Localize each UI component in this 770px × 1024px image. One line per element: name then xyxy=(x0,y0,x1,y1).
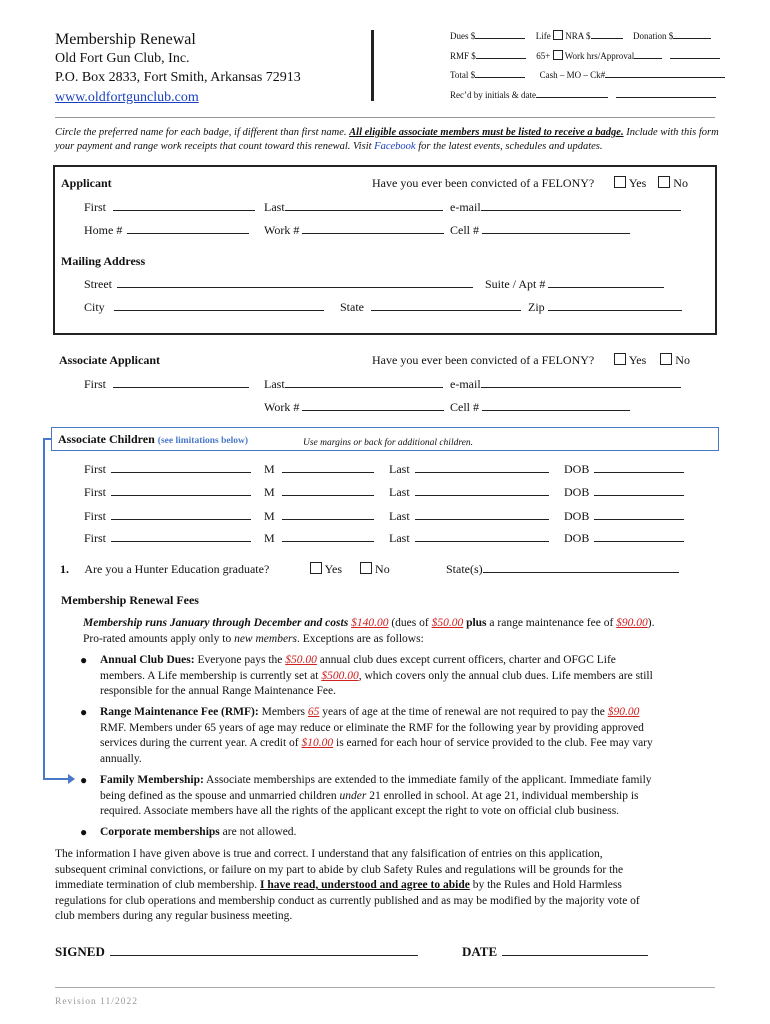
hunter-no-label: No xyxy=(375,562,390,576)
associate-last-field[interactable] xyxy=(285,386,443,388)
applicant-last-label: Last xyxy=(264,200,285,214)
street-field[interactable] xyxy=(117,286,473,288)
city-label: City xyxy=(84,300,105,314)
header-divider xyxy=(371,30,374,101)
associate-email-label: e-mail xyxy=(450,377,481,391)
associate-felony-no-checkbox[interactable] xyxy=(660,353,672,365)
applicant-email-field[interactable] xyxy=(481,209,681,211)
applicant-home-label: Home # xyxy=(84,223,123,237)
facebook-link[interactable]: Facebook xyxy=(374,141,416,152)
child-dob-label: DOB xyxy=(564,485,590,499)
street-label: Street xyxy=(84,277,112,291)
state-label: State xyxy=(340,300,364,314)
hunter-question: Are you a Hunter Education graduate? xyxy=(84,562,270,576)
fees-heading: Membership Renewal Fees xyxy=(61,593,199,607)
suite-label: Suite / Apt # xyxy=(485,277,546,291)
hunter-state-label: State(s) xyxy=(446,562,483,576)
associate-last-label: Last xyxy=(264,377,285,391)
intro-text: Circle the preferred name for each badge, if different than first name. All eligible associate members must be listed to receive a badge. Include with this form your payment and range work receipts that count toward this renewal. Visit Facebook for the latest events, schedules and updates. xyxy=(55,127,719,152)
dues-amount: $50.00 xyxy=(431,617,464,629)
associate-felony-no-label: No xyxy=(675,353,690,367)
hunter-yes-checkbox[interactable] xyxy=(310,562,322,574)
child-m-label: M xyxy=(264,485,275,499)
child-dob-field[interactable] xyxy=(594,540,684,542)
office-cash-label: Cash – MO – Ck# xyxy=(539,70,606,80)
suite-field[interactable] xyxy=(548,286,664,288)
date-label: DATE xyxy=(462,944,498,959)
connector-line xyxy=(43,778,69,780)
hunter-yes-label: Yes xyxy=(324,562,343,576)
children-margin-note: Use margins or back for additional children. xyxy=(303,438,474,448)
child-m-label: M xyxy=(264,509,275,523)
associate-felony-question: Have you ever been convicted of a FELONY? xyxy=(372,353,595,367)
applicant-home-field[interactable] xyxy=(127,232,249,234)
associate-email-field[interactable] xyxy=(481,386,681,388)
associate-work-label: Work # xyxy=(264,400,300,414)
child-last-label: Last xyxy=(389,485,410,499)
child-dob-label: DOB xyxy=(564,509,590,523)
office-life-label: Life xyxy=(535,31,551,41)
child-last-label: Last xyxy=(389,462,410,476)
office-nra-label: NRA $ xyxy=(565,31,591,41)
signed-label: SIGNED xyxy=(55,944,105,959)
bullet-annual-dues: Annual Club Dues: Everyone pays the $50.00 annual club dues except current officers, charter and OFGC Life members. A Life membership is currently set at $500.00, which covers only the annual club dues. Life members are still responsible for the annual Range Maintenance Fee. xyxy=(100,654,653,697)
sixty-five-checkbox[interactable] xyxy=(553,50,563,60)
office-rmf-label: RMF $ xyxy=(450,51,476,61)
associate-first-label: First xyxy=(84,377,107,391)
child-last-field[interactable] xyxy=(415,494,549,496)
zip-field[interactable] xyxy=(548,309,682,311)
child-dob-field[interactable] xyxy=(594,518,684,520)
fees-summary: Membership runs January through December and costs $140.00 (dues of $50.00 plus a range maintenance fee of $90.00). Pro-rated amounts apply only to new members. Exceptions are as follows: xyxy=(83,617,655,645)
bullet-icon: ● xyxy=(80,653,88,667)
applicant-heading: Applicant xyxy=(61,176,112,190)
applicant-work-field[interactable] xyxy=(302,232,444,234)
office-dues-label: Dues $ xyxy=(450,31,476,41)
total-cost: $140.00 xyxy=(351,617,389,629)
children-heading: Associate Children xyxy=(58,432,155,446)
bullet-family: Family Membership: Associate memberships are extended to the immediate family of the applicant. Immediate family being defined as the spouse and unmarried children under 21 enrolled in school. At age 21, individual membership is required. Associate members have all the rights of the applicant except the right to vote on official club business. xyxy=(100,774,652,817)
applicant-felony-no-label: No xyxy=(673,176,688,190)
child-first-field[interactable] xyxy=(111,471,251,473)
applicant-first-field[interactable] xyxy=(113,209,255,211)
child-dob-field[interactable] xyxy=(594,471,684,473)
bullet-icon: ● xyxy=(80,825,88,839)
child-m-field[interactable] xyxy=(282,471,374,473)
city-field[interactable] xyxy=(114,309,324,311)
associate-heading: Associate Applicant xyxy=(59,353,161,367)
child-last-field[interactable] xyxy=(415,540,549,542)
associate-first-field[interactable] xyxy=(113,386,249,388)
applicant-last-field[interactable] xyxy=(285,209,443,211)
bullet-rmf: Range Maintenance Fee (RMF): Members 65 years of age at the time of renewal are not required to pay the $90.00 RMF. Members under 65 years of age may reduce or eliminate the RMF for the following year by providing approved services during the current year. A credit of $10.00 is earned for each hour of service provided to the club. Fee may vary annually. xyxy=(100,706,653,765)
revision-label: Revision 11/2022 xyxy=(55,997,138,1007)
associate-cell-field[interactable] xyxy=(482,409,630,411)
office-65-label: 65+ xyxy=(536,51,551,61)
office-recd-label: Rec’d by initials & date xyxy=(450,90,536,100)
connector-line xyxy=(43,438,45,779)
mailing-address-heading: Mailing Address xyxy=(61,254,146,268)
applicant-email-label: e-mail xyxy=(450,200,481,214)
associate-felony-yes-label: Yes xyxy=(628,353,647,367)
child-first-label: First xyxy=(84,462,107,476)
child-last-field[interactable] xyxy=(415,518,549,520)
office-donation-label: Donation $ xyxy=(633,31,674,41)
zip-label: Zip xyxy=(528,300,545,314)
child-first-field[interactable] xyxy=(111,518,251,520)
rmf-amount: $90.00 xyxy=(616,617,648,629)
applicant-felony-question: Have you ever been convicted of a FELONY? xyxy=(372,176,595,190)
child-dob-field[interactable] xyxy=(594,494,684,496)
child-m-field[interactable] xyxy=(282,518,374,520)
bullet-icon: ● xyxy=(80,705,88,719)
child-m-field[interactable] xyxy=(282,540,374,542)
club-website-link[interactable]: www.oldfortgunclub.com xyxy=(55,90,199,105)
child-first-field[interactable] xyxy=(111,540,251,542)
office-total-label: Total $ xyxy=(450,70,476,80)
life-checkbox[interactable] xyxy=(553,30,563,40)
club-name: Old Fort Gun Club, Inc. xyxy=(55,51,190,66)
child-first-label: First xyxy=(84,531,107,545)
date-field[interactable] xyxy=(502,954,648,956)
bullet-corporate: Corporate memberships are not allowed. xyxy=(100,826,297,838)
child-last-label: Last xyxy=(389,531,410,545)
applicant-work-label: Work # xyxy=(264,223,300,237)
child-dob-label: DOB xyxy=(564,531,590,545)
child-m-label: M xyxy=(264,531,275,545)
intro-badge-note: All eligible associate members must be listed to receive a badge. xyxy=(349,127,624,138)
child-first-field[interactable] xyxy=(111,494,251,496)
header xyxy=(55,30,301,107)
applicant-cell-field[interactable] xyxy=(482,232,630,234)
hunter-no-checkbox[interactable] xyxy=(360,562,372,574)
hunter-state-field[interactable] xyxy=(483,571,679,573)
child-first-label: First xyxy=(84,509,107,523)
children-limits-note: (see limitations below) xyxy=(157,436,249,446)
applicant-felony-yes-label: Yes xyxy=(628,176,647,190)
footer-separator xyxy=(55,987,715,988)
child-m-label: M xyxy=(264,462,275,476)
associate-work-field[interactable] xyxy=(302,409,444,411)
connector-arrow-icon xyxy=(68,774,75,784)
child-dob-label: DOB xyxy=(564,462,590,476)
office-workhrs-label: Work hrs/Approval xyxy=(564,51,635,61)
child-m-field[interactable] xyxy=(282,494,374,496)
associate-cell-label: Cell # xyxy=(450,400,479,414)
form-title: Membership Renewal xyxy=(55,31,196,48)
declaration-text: The information I have given above is true and correct. I understand that any falsification of entries on this application, subsequent criminal convictions, or failure on my part to abide by club Safety Rules and regulations will be grounds for the immediate termination of club membership. I have read, understood and agree to abide by the Rules and Hold Harmless regulations for club operations and membership conduct as currently published and as may be modified by the majority vote of club members during any regular business meeting. xyxy=(55,848,640,922)
applicant-felony-no-checkbox[interactable] xyxy=(658,176,670,188)
hunter-number: 1. xyxy=(60,562,69,576)
club-address: P.O. Box 2833, Fort Smith, Arkansas 72913 xyxy=(55,70,301,85)
header-separator xyxy=(55,117,715,118)
applicant-first-label: First xyxy=(84,200,107,214)
child-first-label: First xyxy=(84,485,107,499)
child-last-field[interactable] xyxy=(415,471,549,473)
applicant-felony-yes-checkbox[interactable] xyxy=(614,176,626,188)
bullet-icon: ● xyxy=(80,773,88,787)
state-field[interactable] xyxy=(371,309,521,311)
applicant-cell-label: Cell # xyxy=(450,223,479,237)
associate-felony-yes-checkbox[interactable] xyxy=(614,353,626,365)
signature-field[interactable] xyxy=(110,954,418,956)
child-last-label: Last xyxy=(389,509,410,523)
